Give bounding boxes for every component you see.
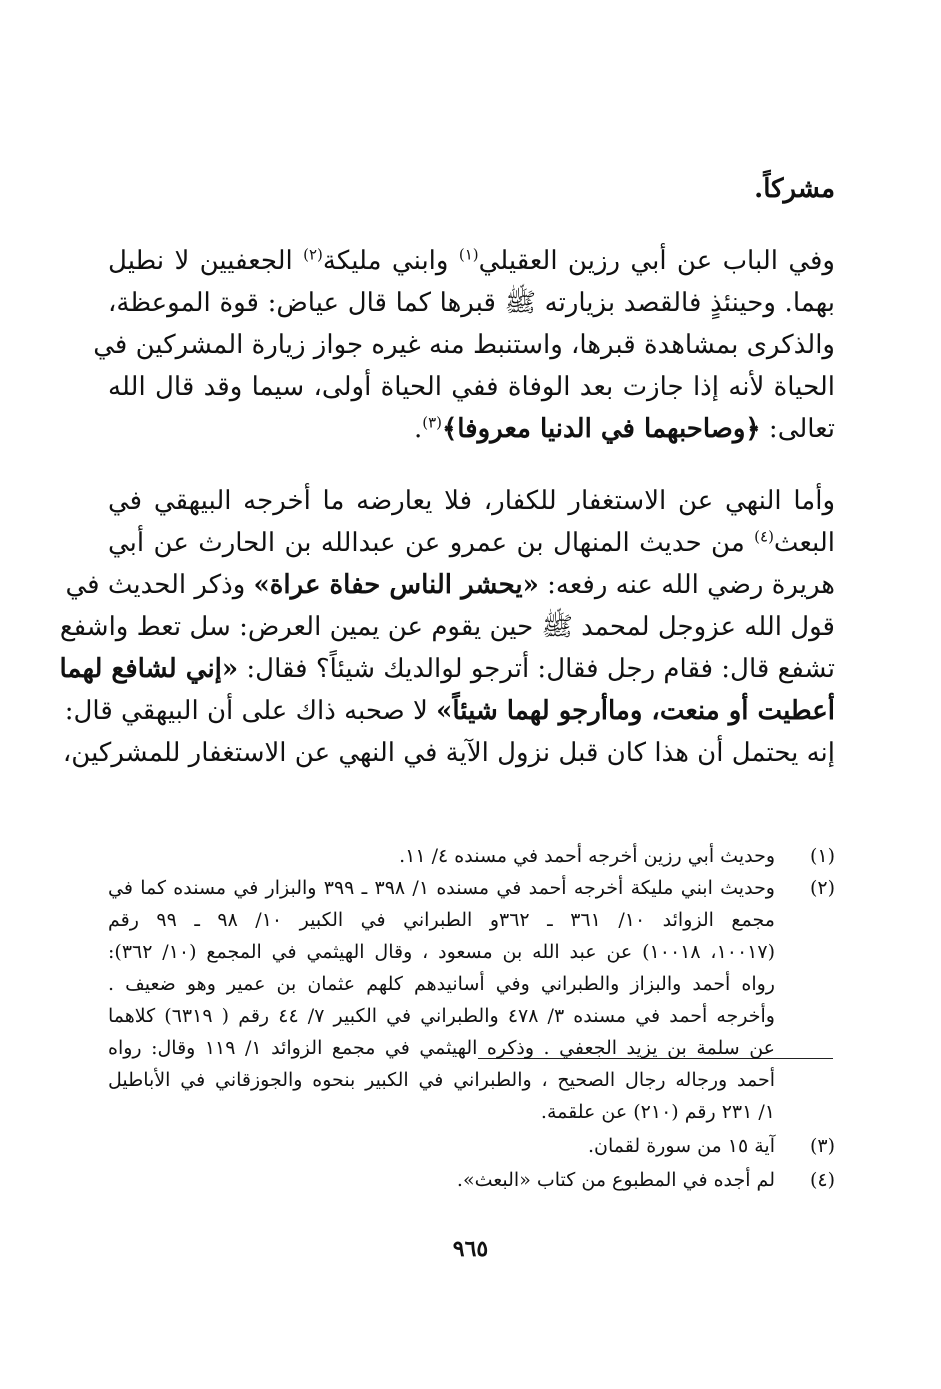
quran-verse: ﴿وصاحبهما في الدنيا معروفا﴾ bbox=[442, 414, 761, 444]
footnote-3 bbox=[108, 1131, 835, 1162]
body-line-p2-1: وأما النهي عن الاستغفار للكفار، فلا يعارضه ما أخرجه البيهقي في bbox=[108, 486, 835, 516]
footnote-text: لم أجده في المطبوع من كتاب «البعث». bbox=[456, 1169, 775, 1191]
footnote-text: أحمد ورجاله رجال الصحيح ، والطبراني في الكبير بنحوه والجوزقاني في الأباطيل bbox=[108, 1069, 775, 1091]
body-line-p2-4: قول الله عزوجل لمحمد ﷺ حين يقوم عن يمين العرض: سل تعط واشفع bbox=[59, 612, 835, 642]
footnote-number: (٤) bbox=[809, 1169, 835, 1191]
footnote-text: وحديث أبي رزين أخرجه أحمد في مسنده ٤/ ١١. bbox=[399, 845, 775, 867]
footnote-ref-4: (٤) bbox=[754, 527, 774, 546]
footnote-text: وحديث ابني مليكة أخرجه أحمد في مسنده ١/ ٣٩٨ ـ ٣٩٩ والبزار في مسنده كما في bbox=[108, 877, 775, 899]
footnote-number: (١) bbox=[809, 845, 835, 867]
footnote-4 bbox=[108, 1165, 835, 1196]
body-line-p2-6: أعطيت أو منعت، وماأرجو لهما شيئاً» لا صحبه ذاك على أن البيهقي قال: bbox=[64, 696, 835, 726]
hadith-quote-1: «يحشر الناس حفاة عراة» bbox=[253, 570, 539, 600]
footnote-number: (٣) bbox=[809, 1135, 835, 1157]
footnote-text: وأخرجه أحمد في مسنده ٣/ ٤٧٨ والطبراني في الكبير ٧/ ٤٤ رقم ( ٦٣١٩) كلاهما bbox=[108, 1005, 775, 1027]
body-line-p1-3: والذكرى بمشاهدة قبرها، واستنبط منه غيره جواز زيارة المشركين في bbox=[93, 330, 835, 360]
footnote-2-line-5 bbox=[108, 1001, 835, 1032]
hadith-quote-2b: أعطيت أو منعت، وماأرجو لهما شيئاً» bbox=[436, 696, 835, 726]
footnote-text: آية ١٥ من سورة لقمان. bbox=[587, 1135, 775, 1157]
body-line-p1-2: بهما. وحينئذٍ فالقصد بزيارته ﷺ قبرها كما قال عياض: قوة الموعظة، bbox=[108, 288, 835, 318]
footnote-2-line-8 bbox=[108, 1097, 835, 1128]
body-line-opening: مشركاً. bbox=[754, 174, 835, 204]
body-line-p2-7: إنه يحتمل أن هذا كان قبل نزول الآية في النهي عن الاستغفار للمشركين، bbox=[62, 738, 835, 768]
hadith-quote-2a: «إني لشافع لهما bbox=[59, 654, 239, 684]
footnote-2-line-2 bbox=[108, 905, 835, 936]
footnote-2-line-4 bbox=[108, 969, 835, 1000]
footnote-ref-1: (١) bbox=[458, 245, 479, 264]
footnote-text: (١٠٠١٧، ١٠٠١٨) عن عبد الله بن مسعود ، وقال الهيثمي في المجمع (١٠/ ٣٦٢): bbox=[108, 941, 776, 963]
page-number: ٩٦٥ bbox=[452, 1236, 489, 1262]
footnote-1 bbox=[108, 841, 835, 872]
body-line-p2-3: هريرة رضي الله عنه رفعه: «يحشر الناس حفاة عراة» وذكر الحديث في bbox=[65, 570, 835, 600]
body-line-p1-5: تعالى: ﴿وصاحبهما في الدنيا معروفا﴾$^{(٣)}$. bbox=[413, 413, 835, 444]
body-line-p2-5: تشفع قال: فقام رجل فقال: أترجو لوالديك شيئاً؟ فقال: «إني لشافع لهما bbox=[59, 654, 835, 684]
footnote-number: (٢) bbox=[809, 877, 835, 899]
body-line-p1-1: وفي الباب عن أبي رزين العقيلي$^{(١)}$ وابني مليكة$^{(٢)}$ الجعفيين لا نطيل bbox=[108, 245, 835, 276]
footnote-2-line-1 bbox=[108, 873, 835, 904]
footnote-2-line-3 bbox=[108, 937, 835, 968]
footnote-2-line-7 bbox=[108, 1065, 835, 1096]
footnote-text: رواه أحمد والبزاز والطبراني وفي أسانيدهم كلهم عثمان بن عمير وهو ضعيف . bbox=[108, 973, 775, 995]
footnote-text: مجمع الزوائد ١٠/ ٣٦١ ـ ٣٦٢و الطبراني في الكبير ١٠/ ٩٨ ـ ٩٩ رقم bbox=[108, 909, 775, 931]
footnote-ref-3: (٣) bbox=[422, 413, 443, 432]
footnote-text: عن سلمة بن يزيد الجعفي . وذكره الهيثمي في مجمع الزوائد ١/ ١١٩ وقال: رواه bbox=[108, 1037, 775, 1059]
body-line-p2-2: البعث$^{(٤)}$ من حديث المنهال بن عمرو عن عبدالله بن الحارث عن أبي bbox=[108, 527, 835, 558]
footnote-2-line-6 bbox=[108, 1033, 835, 1064]
body-line-p1-4: الحياة لأنه إذا جازت بعد الوفاة ففي الحياة أولى، سيما وقد قال الله bbox=[108, 372, 835, 402]
footnote-text: ١/ ٢٣١ رقم (٢١٠) عن علقمة. bbox=[540, 1101, 775, 1123]
footnote-ref-2: (٢) bbox=[303, 245, 323, 264]
